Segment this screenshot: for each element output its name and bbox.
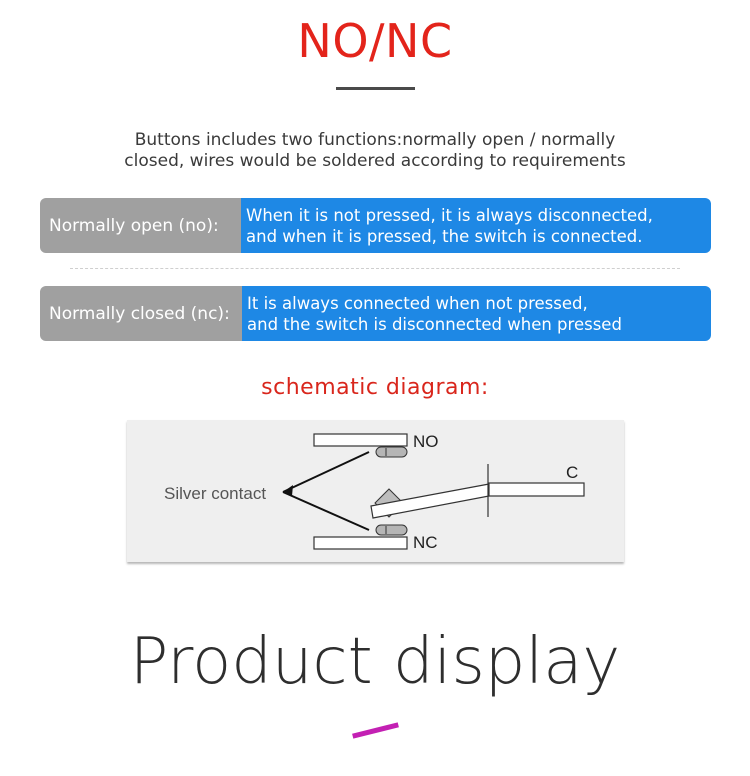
normally-open-line-1: When it is not pressed, it is always disconnected, (246, 205, 653, 225)
nc-terminal-plate (314, 537, 407, 549)
normally-closed-line-1: It is always connected when not pressed, (247, 293, 588, 313)
normally-closed-line-2: and the switch is disconnected when pressed (247, 314, 622, 334)
c-terminal-plate (489, 483, 584, 496)
no-label: NO (413, 432, 439, 451)
no-terminal-plate (314, 434, 407, 446)
intro-line-2: closed, wires would be soldered according to requirements (124, 151, 626, 171)
pointer-line-upper (283, 452, 369, 492)
normally-closed-bar (40, 286, 711, 341)
intro-line-1: Buttons includes two functions:normally open / normally (134, 130, 616, 150)
no-silver-contact (376, 447, 407, 457)
normally-closed-label: Normally closed (nc): (40, 286, 242, 341)
schematic-diagram (127, 420, 624, 562)
normally-open-bar (40, 198, 711, 253)
normally-open-description (241, 198, 711, 253)
c-label: C (566, 463, 579, 482)
pointer-line-lower (283, 492, 369, 530)
normally-open-line-2: and when it is pressed, the switch is connected. (246, 226, 643, 246)
product-display-heading: Product display (129, 625, 621, 699)
silver-contact-label: Silver contact (164, 484, 267, 503)
schematic-title: schematic diagram: (261, 375, 489, 400)
title-underline (336, 87, 415, 90)
normally-open-label: Normally open (no): (40, 198, 241, 253)
nc-label: NC (413, 533, 438, 552)
dashed-divider (70, 268, 680, 269)
page-title: NO/NC (297, 14, 453, 68)
accent-line (352, 722, 399, 738)
intro-text (0, 130, 750, 172)
normally-closed-description (242, 286, 711, 341)
nc-silver-contact (376, 525, 407, 535)
schematic-svg (127, 420, 624, 562)
